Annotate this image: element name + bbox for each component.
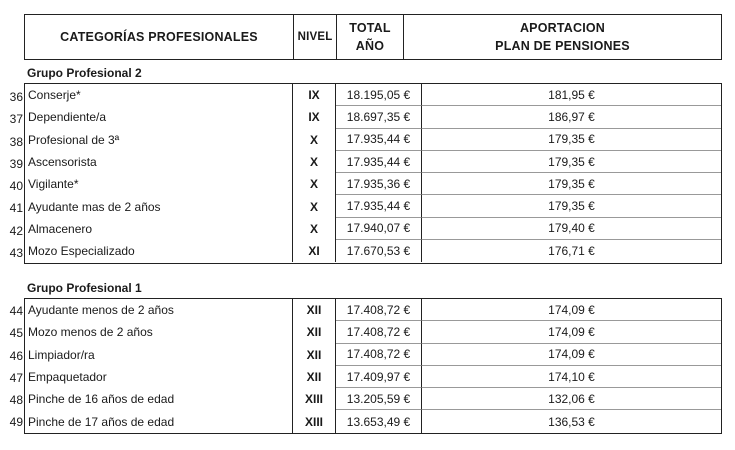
table-row [25,410,721,432]
cell-aportacion: 186,97 € [422,106,721,128]
row-number: 46 [9,348,23,363]
cell-total: 17.935,44 € [336,151,422,173]
cell-categoria: Dependiente/a [25,106,293,128]
cell-categoria: Limpiador/ra [25,344,293,366]
cell-categoria: Vigilante* [25,173,293,195]
table-row [25,344,721,366]
cell-nivel: XII [293,321,336,343]
cell-categoria: Ayudante menos de 2 años [25,299,293,321]
cell-categoria: Mozo Especializado [25,240,293,262]
table-row [25,129,721,151]
cell-aportacion: 136,53 € [548,414,595,429]
cell-aportacion: 174,09 € [422,344,721,366]
cell-nivel: X [293,129,336,151]
table-row [25,151,721,173]
row-number: 45 [9,326,23,341]
cell-total: 18.697,35 € [336,106,422,128]
cell-nivel: XI [293,240,336,262]
cell-total: 17.670,53 € [336,240,422,262]
cell-aportacion: 174,09 € [422,299,721,321]
row-number: 41 [9,201,23,216]
cell-aportacion: 179,40 € [422,218,721,240]
cell-aportacion: 179,35 € [422,151,721,173]
row-number: 37 [9,112,23,127]
cell-total: 17.409,97 € [336,366,422,388]
cell-nivel: XII [293,366,336,388]
table-row [25,195,721,217]
cell-aportacion: 179,35 € [422,173,721,195]
table-row [25,173,721,195]
cell-nivel: XII [293,344,336,366]
header-nivel [294,15,337,59]
table-row [25,218,721,240]
cell-categoria: Almacenero [25,218,293,240]
header-total-line1: TOTAL [349,21,391,35]
cell-aportacion: 174,09 € [422,321,721,343]
row-number: 40 [9,179,23,194]
row-number: 39 [9,156,23,171]
cell-categoria: Pinche de 16 años de edad [25,388,293,410]
cell-total: 17.940,07 € [336,218,422,240]
cell-total: 13.205,59 € [336,388,422,410]
table-row [25,106,721,128]
cell-aportacion: 181,95 € [422,84,721,106]
row-number: 38 [9,134,23,149]
cell-nivel: X [293,218,336,240]
cell-aportacion: 179,35 € [422,129,721,151]
table-row [25,366,721,388]
table-row [25,240,721,262]
cell-total: 17.935,36 € [336,173,422,195]
table-row [25,299,721,321]
cell-categoria: Pinche de 17 años de edad [25,410,293,432]
group-table [24,298,722,434]
cell-nivel: IX [293,106,336,128]
row-number: 44 [9,304,23,318]
row-number: 43 [9,246,23,261]
cell-total: 13.653,49 € [336,410,422,432]
cell-categoria: Mozo menos de 2 años [25,321,293,343]
table-header [24,14,722,60]
table-row [25,388,721,410]
cell-categoria: Conserje* [25,84,293,106]
header-categorias [25,15,294,59]
row-number: 42 [9,223,23,238]
row-number: 36 [9,90,23,104]
group-title: Grupo Profesional 1 [27,281,142,295]
row-number: 49 [9,415,23,430]
cell-aportacion: 179,35 € [422,195,721,217]
cell-total: 17.408,72 € [336,344,422,366]
row-numbers [3,86,23,264]
row-number: 47 [9,370,23,385]
cell-total: 18.195,05 € [336,84,422,106]
header-nivel-label: NIVEL [297,31,333,43]
cell-categoria: Ascensorista [25,151,293,173]
header-total [337,15,404,59]
group-title: Grupo Profesional 2 [27,66,142,80]
row-numbers [3,300,23,434]
header-aportacion-line2: PLAN DE PENSIONES [495,39,630,53]
cell-nivel: XIII [293,410,336,432]
cell-categoria: Ayudante mas de 2 años [25,195,293,217]
cell-aportacion: 176,71 € [548,244,595,259]
cell-categoria: Profesional de 3ª [25,129,293,151]
cell-aportacion: 174,10 € [422,366,721,388]
table-row [25,84,721,106]
cell-nivel: X [293,151,336,173]
header-aportacion-line1: APORTACION [519,21,606,35]
header-aportacion [404,15,721,59]
cell-nivel: X [293,195,336,217]
cell-nivel: XIII [293,388,336,410]
cell-nivel: XII [293,299,336,321]
cell-categoria: Empaquetador [25,366,293,388]
cell-total: 17.408,72 € [336,321,422,343]
cell-aportacion: 132,06 € [422,388,721,410]
group-table [24,83,722,264]
cell-nivel: IX [293,84,336,106]
cell-total: 17.935,44 € [336,195,422,217]
table-row [25,321,721,343]
header-total-line2: AÑO [355,39,385,53]
cell-nivel: X [293,173,336,195]
header-categorias-label: CATEGORÍAS PROFESIONALES [60,30,258,44]
row-number: 48 [9,393,23,408]
cell-total: 17.408,72 € [336,299,422,321]
cell-total: 17.935,44 € [336,129,422,151]
